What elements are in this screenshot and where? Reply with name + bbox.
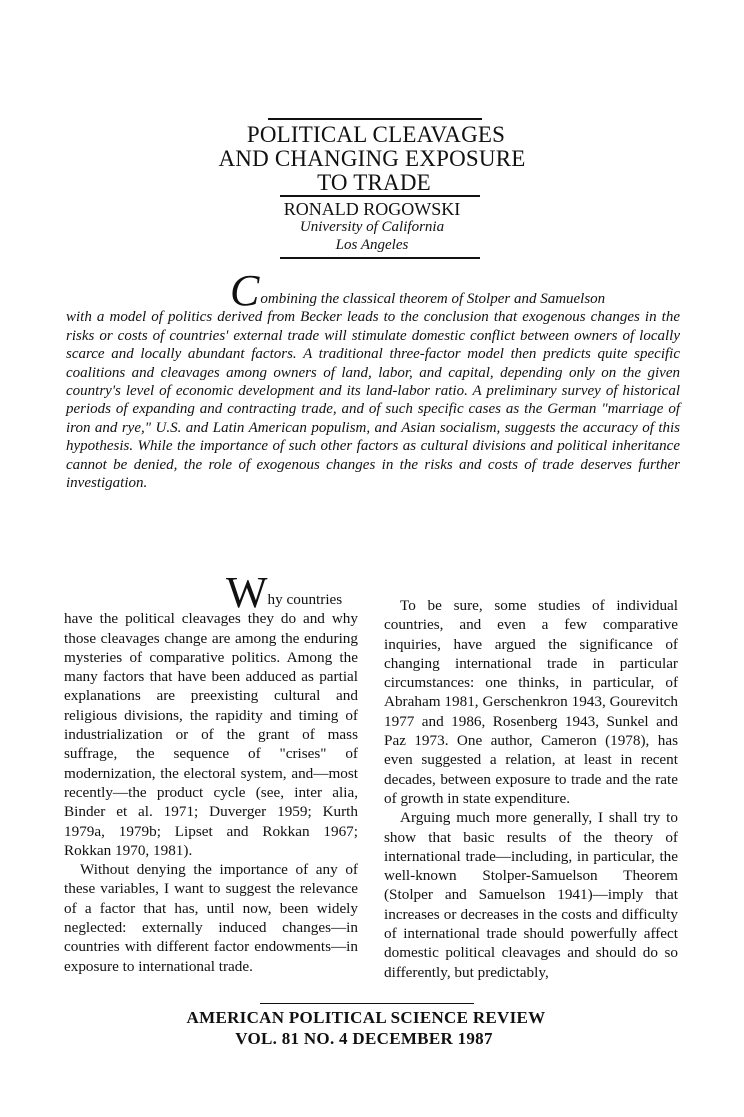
body-paragraph: have the political cleavages they do and why those cleavages change are among the enduring mysteries of comparative politics. Among the many factors that have been adduced as partial explanations are preexisting cultural and religious divisions, the rapidity and timing of industrialization or of the grant of mass suffrage, the sequence of "crises" of modernization, the electoral system, and—most recently—the product cycle (see, inter alia, Binder et al. 1971; Duverger 1959; Kurth 1979a, 1979b; Lipset and Rokkan 1967; Rokkan 1970, 1981). (64, 610, 358, 859)
body-column-left (64, 568, 358, 976)
footer-rule (260, 1003, 474, 1004)
journal-issue: VOL. 81 NO. 4 DECEMBER 1987 (235, 1029, 493, 1048)
body-column-right (384, 596, 678, 982)
article-title-line-3: TO TRADE (317, 170, 431, 195)
body-first-line (64, 568, 358, 617)
body-paragraph: Without denying the importance of any of these variables, I want to suggest the relevance of a factor that has, until now, been widely neglected: externally induced changes—in countries with different factor endowments—in exposure to international trade. (64, 861, 358, 975)
article-title-line-2: AND CHANGING EXPOSURE (218, 146, 526, 171)
title-top-rule (268, 118, 482, 120)
abstract-first-line-text: ombining the classical theorem of Stolper and Samuelson (260, 291, 606, 307)
article-title-line-1: POLITICAL CLEAVAGES (246, 122, 506, 147)
body-paragraph: Arguing much more generally, I shall try to show that basic results of the theory of international trade—including, in particular, the well-known Stolper-Samuelson Theorem (Stolper and Samuelson 1941)—imply that increases or decreases in the costs and difficulty of international trade should powerfully affect domestic political cleavages and should do so differently, but predictably, (384, 809, 678, 981)
abstract (66, 266, 680, 492)
abstract-drop-cap: C (230, 266, 260, 315)
abstract-text: with a model of politics derived from Becker leads to the conclusion that exogenous changes in the risks or costs of countries' external trade will stimulate domestic conflict between owners of locally scarce and locally abundant factors. A traditional three-factor model then predicts quite specific coalitions and cleavages among owners of land, labor, and capital, depending only on the given country's level of economic development and its land-labor ratio. A preliminary survey of historical periods of expanding and contracting trade, and of such specific cases as the German "marriage of iron and rye," U.S. and Latin American populism, and Asian socialism, suggests the accuracy of this hypothesis. While the importance of such other factors as cultural divisions and political inheritance cannot be denied, the role of exogenous changes in the risks and costs of trade deserves further investigation. (66, 309, 680, 492)
body-drop-cap: W (226, 568, 268, 617)
author-bottom-rule (280, 257, 480, 259)
body-paragraph: To be sure, some studies of individual countries, and even a few comparative inquiries, have argued the significance of changing international trade in particular circumstances: one thinks, in particular, of Abraham 1981, Gerschenkron 1943, Gourevitch 1977 and 1986, Rosenberg 1943, Sunkel and Paz 1973. One author, Cameron (1978), has even suggested a relation, at least in recent decades, between exposure to trade and the rate of growth in state expenditure. (384, 597, 678, 807)
journal-name: AMERICAN POLITICAL SCIENCE REVIEW (186, 1008, 546, 1027)
author-name: RONALD ROGOWSKI (283, 199, 461, 219)
body-first-line-text: hy countries (267, 591, 343, 608)
affiliation-line-1: University of California (299, 219, 445, 235)
affiliation-line-2: Los Angeles (335, 237, 409, 253)
title-bottom-rule (280, 195, 480, 197)
abstract-first-line (66, 266, 680, 315)
